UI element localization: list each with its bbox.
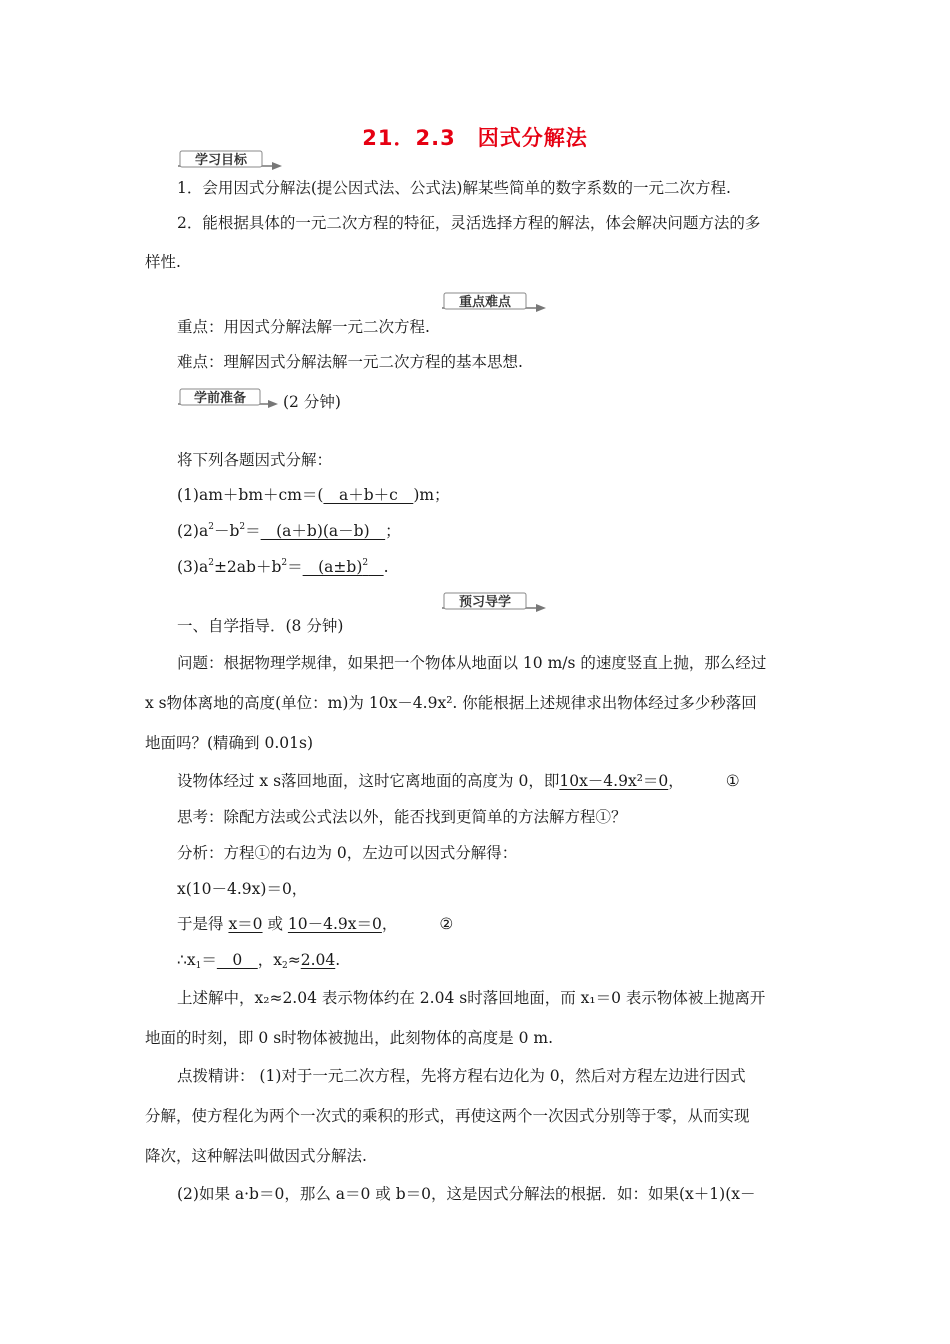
problem-line-3: 地面吗？(精确到 0.01s) bbox=[145, 734, 313, 752]
objective-2-line2: 样性. bbox=[145, 253, 181, 271]
label-preview bbox=[440, 590, 550, 612]
section-self-study: 一、自学指导．(8 分钟) bbox=[177, 617, 344, 635]
answer-blank-1: a＋b＋c bbox=[323, 486, 414, 504]
page-title: 21．2.3 因式分解法 bbox=[362, 126, 588, 150]
circled-number-1: ① bbox=[725, 772, 740, 790]
then-line: 于是得 x＝0 或 10－4.9x＝0， ② bbox=[177, 915, 454, 933]
prep-q3: $(3)a^2\pm 2ab+b^2=$ $(a\pm b)^2$ . bbox=[177, 558, 389, 576]
prep-intro: 将下列各题因式分解： bbox=[177, 451, 333, 469]
factor-line: x(10－4.9x)＝0， bbox=[177, 880, 308, 898]
objective-1: 1．会用因式分解法(提公因式法、公式法)解某些简单的数字系数的一元二次方程. bbox=[177, 179, 731, 197]
key-difficulty: 难点：理解因式分解法解一元二次方程的基本思想. bbox=[177, 353, 523, 371]
svg-text:学前准备: 学前准备 bbox=[193, 391, 247, 406]
problem-line-1: 问题：根据物理学规律，如果把一个物体从地面以 10 m/s 的速度竖直上抛，那么经过 bbox=[177, 654, 767, 672]
label-key-points bbox=[440, 290, 550, 312]
explain-line-2: 地面的时刻，即 0 s时物体被抛出，此刻物体的高度是 0 m. bbox=[145, 1029, 554, 1047]
prep-q1: (1)am＋bm＋cm＝( a＋b＋c )m； bbox=[177, 486, 450, 504]
tip-2-line: (2)如果 a·b＝0，那么 a＝0 或 b＝0，这是因式分解法的根据．如：如果(x＋1)(x－ bbox=[177, 1185, 756, 1203]
tip-line-3: 降次，这种解法叫做因式分解法. bbox=[145, 1147, 367, 1165]
label-preparation bbox=[176, 386, 282, 408]
think-line: 思考：除配方法或公式法以外，能否找到更简单的方法解方程①？ bbox=[177, 808, 627, 826]
prep-time: (2 分钟) bbox=[283, 393, 341, 411]
tip-line-1: 点拨精讲： (1)对于一元二次方程，先将方程右边化为 0，然后对方程左边进行因式 bbox=[177, 1067, 746, 1085]
svg-text:学习目标: 学习目标 bbox=[194, 153, 248, 168]
analysis-line: 分析：方程①的右边为 0，左边可以因式分解得： bbox=[177, 844, 518, 862]
tip-line-2: 分解，使方程化为两个一次式的乘积的形式，再使这两个一次因式分别等于零，从而实现 bbox=[145, 1107, 750, 1125]
problem-line-2: x s物体离地的高度(单位：m)为 10x－4.9x². 你能根据上述规律求出物体经过多少秒落回 bbox=[145, 694, 757, 712]
svg-text:重点难点: 重点难点 bbox=[458, 295, 512, 310]
explain-line-1: 上述解中，x₂≈2.04 表示物体约在 2.04 s时落回地面，而 x₁＝0 表示物体被上抛离开 bbox=[177, 989, 766, 1007]
answer-blank-2: (a＋b)(a－b) bbox=[260, 522, 386, 540]
objective-2-line1: 2．能根据具体的一元二次方程的特征，灵活选择方程的解法，体会解决问题方法的多 bbox=[177, 214, 761, 232]
key-focus: 重点：用因式分解法解一元二次方程. bbox=[177, 318, 430, 336]
circled-number-2: ② bbox=[439, 915, 454, 933]
prep-q2: $(2)a^2-b^2=$ (a＋b)(a－b) ； bbox=[177, 522, 401, 540]
answer-blank-3: $(a\pm b)^2$ bbox=[302, 558, 369, 576]
equation-underlined: 10x－4.9x²＝0 bbox=[559, 772, 669, 790]
svg-text:预习导学: 预习导学 bbox=[458, 595, 512, 610]
solution-line: $\therefore x_1=$ 0 ，$x_2\approx 2.04$. bbox=[177, 951, 341, 971]
suppose-line: 设物体经过 x s落回地面，这时它离地面的高度为 0，即10x－4.9x²＝0， ① bbox=[177, 772, 740, 790]
label-objectives bbox=[176, 148, 286, 170]
